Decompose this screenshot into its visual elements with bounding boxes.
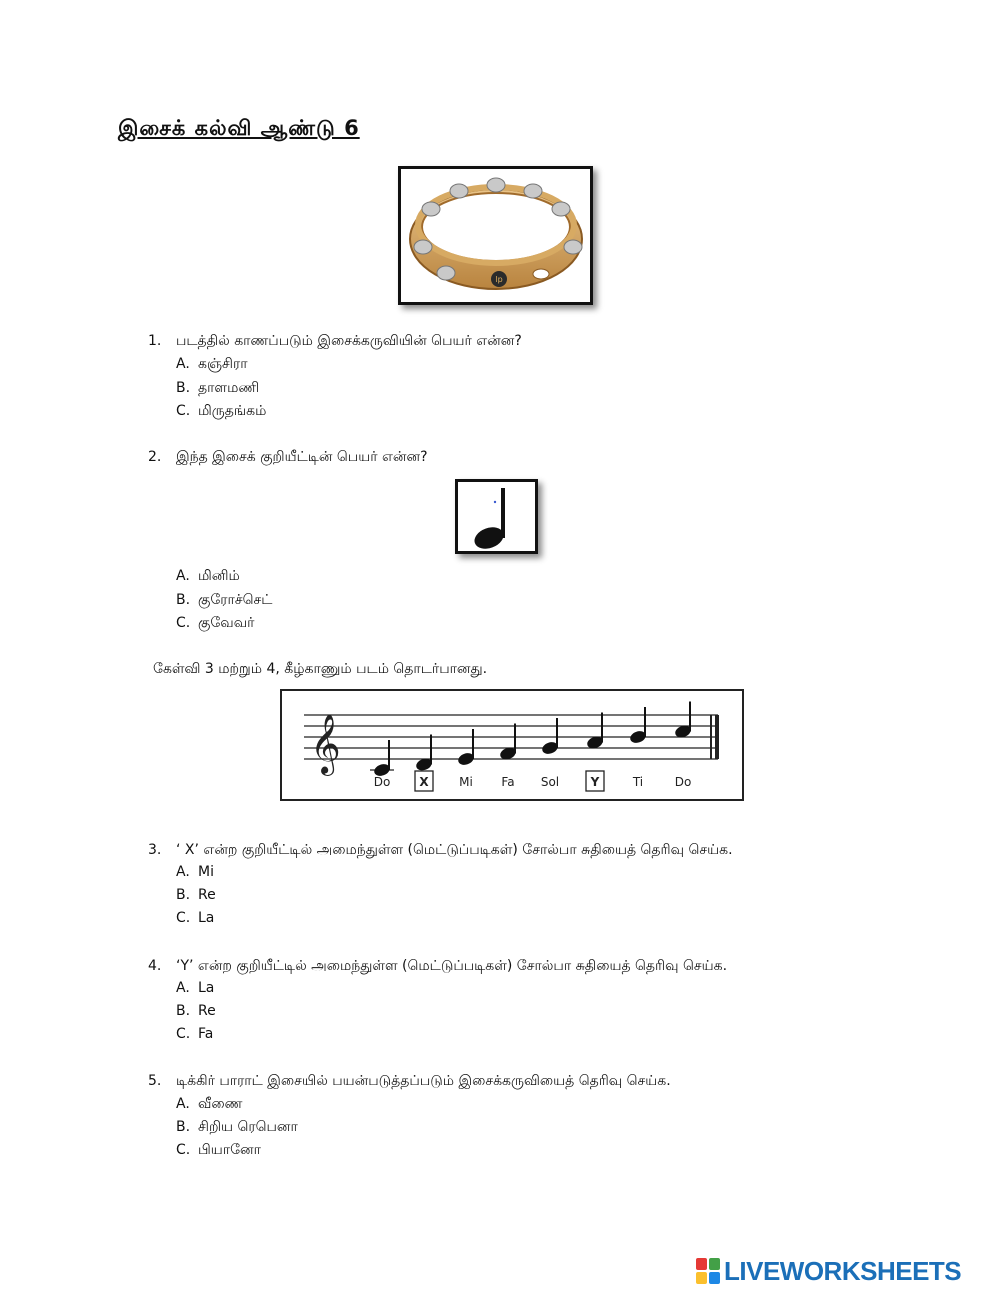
option-4b[interactable] (176, 1003, 216, 1019)
tambourine-image (398, 166, 593, 305)
solfa-label: Y (590, 775, 600, 789)
question-text: ‘ X’ என்ற குறியீட்டில் அமைந்துள்ள (மெட்டுப்படிகள்) சோல்பா சுதியைத் தெரிவு செய்க. (176, 842, 733, 858)
logo-square (709, 1258, 720, 1270)
liveworksheets-logo-icon (696, 1258, 720, 1284)
tambourine-badge: lp (495, 275, 503, 284)
option-text: சிறிய ரெபெனா (198, 1119, 298, 1135)
option-letter: A. (176, 1096, 190, 1112)
question-number: 5. (148, 1073, 162, 1089)
option-letter: B. (176, 1003, 191, 1019)
solfa-label: Ti (632, 775, 644, 789)
solfa-label: Sol (540, 775, 560, 789)
option-4c[interactable] (176, 1026, 213, 1042)
note-stem (388, 740, 390, 770)
question-number: 3. (148, 842, 162, 858)
minim-note-image (455, 479, 538, 554)
note-stem (556, 718, 558, 748)
option-letter: C. (176, 615, 191, 631)
option-text: வீணை (198, 1096, 243, 1112)
note-stem (430, 735, 432, 765)
note-stem (601, 713, 603, 743)
logo-square (709, 1272, 720, 1284)
note-stem (514, 724, 516, 754)
option-text: La (198, 980, 215, 996)
note-stem (472, 729, 474, 759)
option-letter: A. (176, 356, 190, 372)
option-text: மினிம் (198, 568, 240, 584)
music-staff-image (280, 689, 744, 801)
worksheet-title: இசைக் கல்வி ஆண்டு 6 (118, 116, 360, 140)
option-5b[interactable] (176, 1119, 298, 1137)
tambourine-drawing (401, 169, 590, 302)
option-text: மிருதங்கம் (198, 403, 267, 419)
option-letter: C. (176, 1142, 191, 1158)
option-3b[interactable] (176, 887, 216, 903)
option-letter: B. (176, 592, 191, 608)
music-staff (282, 691, 742, 799)
option-text: கஞ்சிரா (198, 356, 248, 372)
option-text: குரோச்செட் (198, 592, 273, 608)
option-text: Re (198, 887, 216, 903)
option-5a[interactable] (176, 1096, 242, 1114)
option-letter: C. (176, 403, 191, 419)
option-2a[interactable] (176, 568, 240, 586)
logo-square (696, 1258, 707, 1270)
logo-square (696, 1272, 707, 1284)
option-letter: B. (176, 380, 191, 396)
question-number: 1. (148, 333, 162, 349)
option-4a[interactable] (176, 980, 214, 996)
logo-text: LIVEWORKSHEETS (724, 1255, 962, 1286)
question-text: இந்த இசைக் குறியீட்டின் பெயர் என்ன? (176, 449, 428, 465)
option-2c[interactable] (176, 615, 254, 633)
treble-clef-icon: 𝄞 (310, 714, 341, 774)
solfa-label: X (419, 775, 429, 789)
option-letter: A. (176, 568, 190, 584)
question-number: 2. (148, 449, 162, 465)
question-number: 4. (148, 958, 162, 974)
option-letter: A. (176, 980, 190, 996)
question-2 (148, 449, 428, 467)
half-note-icon (458, 482, 535, 551)
option-letter: C. (176, 1026, 191, 1042)
option-letter: C. (176, 910, 191, 926)
liveworksheets-logo[interactable] (696, 1253, 996, 1289)
option-text: La (198, 910, 215, 926)
question-text: டிக்கிர் பாராட் இசையில் பயன்படுத்தப்படும் இசைக்கருவியைத் தெரிவு செய்க. (176, 1073, 671, 1089)
option-text: Fa (198, 1026, 214, 1042)
note-stem (644, 707, 646, 737)
question-3 (148, 842, 733, 860)
option-1c[interactable] (176, 403, 266, 421)
option-3c[interactable] (176, 910, 214, 926)
solfa-label: Mi (459, 775, 473, 789)
option-letter: B. (176, 887, 191, 903)
question-5 (148, 1073, 671, 1091)
option-3a[interactable] (176, 864, 214, 880)
question-1 (148, 333, 522, 351)
solfa-label: Do (674, 775, 692, 789)
question-4 (148, 958, 727, 976)
option-1a[interactable] (176, 356, 248, 374)
solfa-label: Fa (501, 775, 515, 789)
option-2b[interactable] (176, 592, 272, 610)
option-text: குவேவர் (198, 615, 255, 631)
note-stem (689, 702, 691, 732)
option-letter: B. (176, 1119, 191, 1135)
intro-q3-q4: கேள்வி 3 மற்றும் 4, கீழ்காணும் படம் தொடர்பானது. (153, 661, 488, 677)
option-letter: A. (176, 864, 190, 880)
question-text: ‘Y’ என்ற குறியீட்டில் அமைந்துள்ள (மெட்டுப்படிகள்) சோல்பா சுதியைத் தெரிவு செய்க. (176, 958, 728, 974)
option-5c[interactable] (176, 1142, 261, 1160)
option-1b[interactable] (176, 380, 259, 398)
option-text: Mi (198, 864, 214, 880)
option-text: தாளமணி (198, 380, 260, 396)
option-text: பியானோ (198, 1142, 261, 1158)
question-text: படத்தில் காணப்படும் இசைக்கருவியின் பெயர் என்ன? (176, 333, 522, 349)
option-text: Re (198, 1003, 216, 1019)
solfa-label: Do (373, 775, 391, 789)
